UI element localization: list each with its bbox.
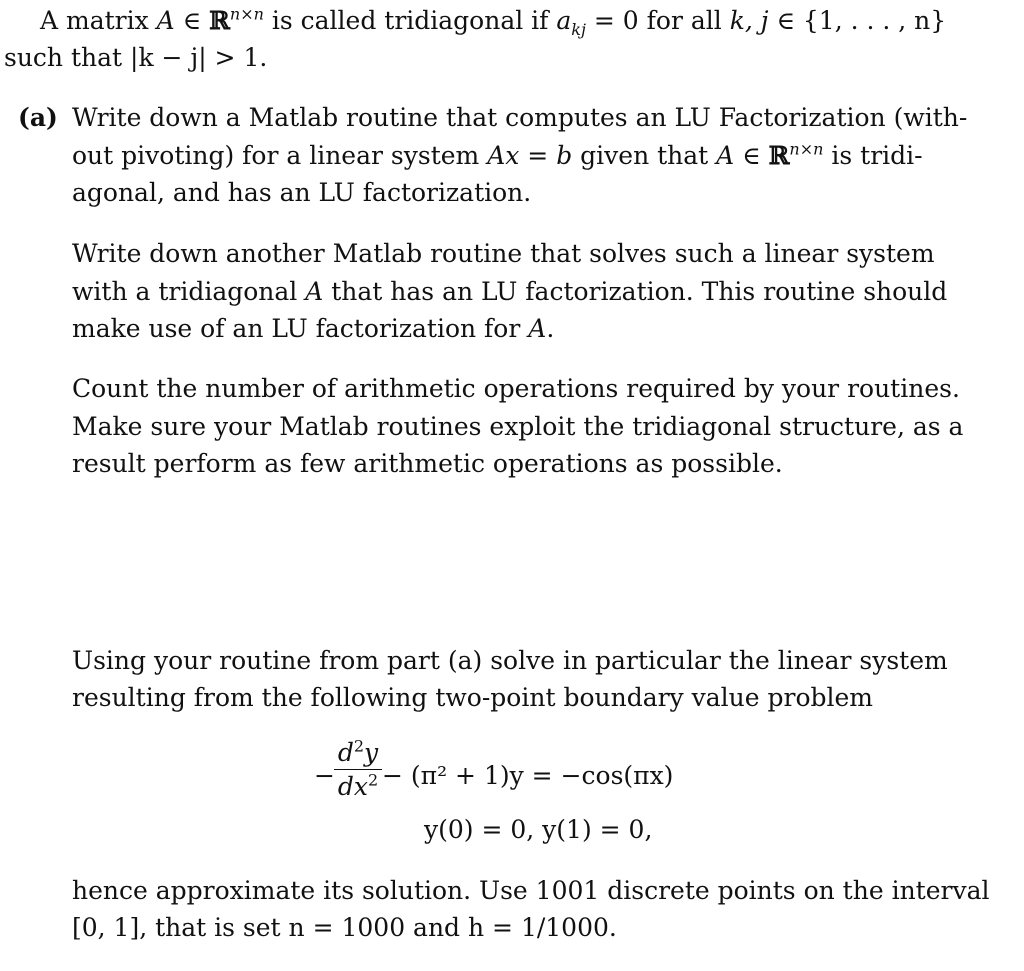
part-a-p3-line-1: Count the number of arithmetic operations required by your routines. <box>72 374 960 403</box>
part-b-p2-line-2: [0, 1], that is set n = 1000 and h = 1/1000. <box>72 913 617 942</box>
part-a-p3-line-3: result perform as few arithmetic operations as possible. <box>72 449 783 478</box>
part-a-p2-line-1: Write down another Matlab routine that solves such a linear system <box>72 239 935 268</box>
intro-line-2: such that |k − j| > 1. <box>4 43 268 72</box>
part-b-p1-line-1: Using your routine from part (a) solve in particular the linear system <box>72 646 948 675</box>
part-a-p1-line-1: Write down a Matlab routine that computes an LU Factorization (with- <box>72 103 968 132</box>
second-derivative-fraction: $d^2y$ $dx^2$ <box>334 738 382 802</box>
part-b-p1-line-2: resulting from the following two-point boundary value problem <box>72 683 874 712</box>
boundary-conditions: y(0) = 0, y(1) = 0, <box>424 815 653 844</box>
ode-leading-minus: − <box>314 761 335 790</box>
part-b-p2-line-1: hence approximate its solution. Use 1001 discrete points on the interval <box>72 876 990 905</box>
part-a-p2-line-2: with a tridiagonal A that has an LU factorization. This routine should <box>72 277 948 306</box>
part-a-p3-line-2: Make sure your Matlab routines exploit the tridiagonal structure, as a <box>72 412 964 441</box>
part-a-p1-line-3: agonal, and has an LU factorization. <box>72 178 532 207</box>
ode-equation: − (π² + 1)y = −cos(πx) <box>382 761 674 790</box>
intro-line-1: A matrix A ∈ ℝ$^{n\times n}$ is called tridiagonal if $a_{kj} = 0$ for all k, j ∈ {1, . . . , n} <box>40 4 947 39</box>
part-a-p2-line-3: make use of an LU factorization for A. <box>72 314 555 343</box>
part-a-label: (a) <box>18 103 58 132</box>
part-a-p1-line-2: out pivoting) for a linear system Ax = b given that A ∈ ℝ$^{n\times n}$ is tridi- <box>72 139 923 170</box>
